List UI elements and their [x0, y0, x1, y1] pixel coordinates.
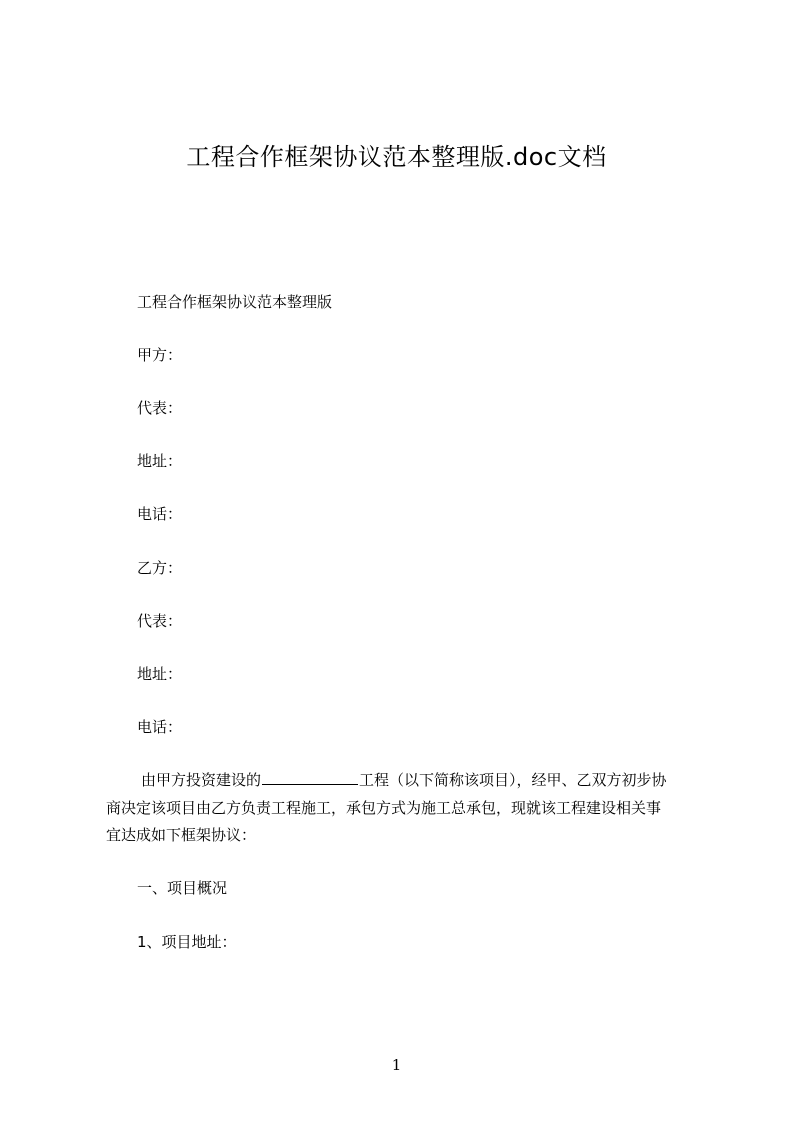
party-a-phone-label: 电话： [137, 505, 183, 523]
party-a-label: 甲方： [137, 346, 183, 364]
document-subtitle: 工程合作框架协议范本整理版 [137, 293, 333, 311]
document-title: 工程合作框架协议范本整理版.doc文档 [186, 143, 607, 171]
party-b-phone-label: 电话： [137, 718, 183, 736]
intro-text-before-blank: 由甲方投资建设的 [141, 771, 262, 789]
intro-paragraph-line-3: 宜达成如下框架协议： [106, 826, 257, 844]
party-b-address-label: 地址： [137, 665, 183, 683]
item-project-address: 1、项目地址： [137, 933, 237, 951]
party-a-address-label: 地址： [137, 452, 183, 470]
intro-text-after-blank: 工程（以下简称该项目），经甲、乙双方初步协 [359, 771, 667, 789]
party-b-label: 乙方： [137, 559, 183, 577]
party-b-representative-label: 代表： [137, 612, 183, 630]
party-a-representative-label: 代表： [137, 399, 183, 417]
section-heading-project-overview: 一、项目概况 [137, 879, 228, 897]
intro-paragraph-line-1 [141, 770, 667, 790]
page-number: 1 [391, 1056, 402, 1074]
project-name-blank [262, 770, 358, 785]
intro-paragraph-line-2: 商决定该项目由乙方负责工程施工，承包方式为施工总承包，现就该工程建设相关事 [106, 799, 662, 817]
